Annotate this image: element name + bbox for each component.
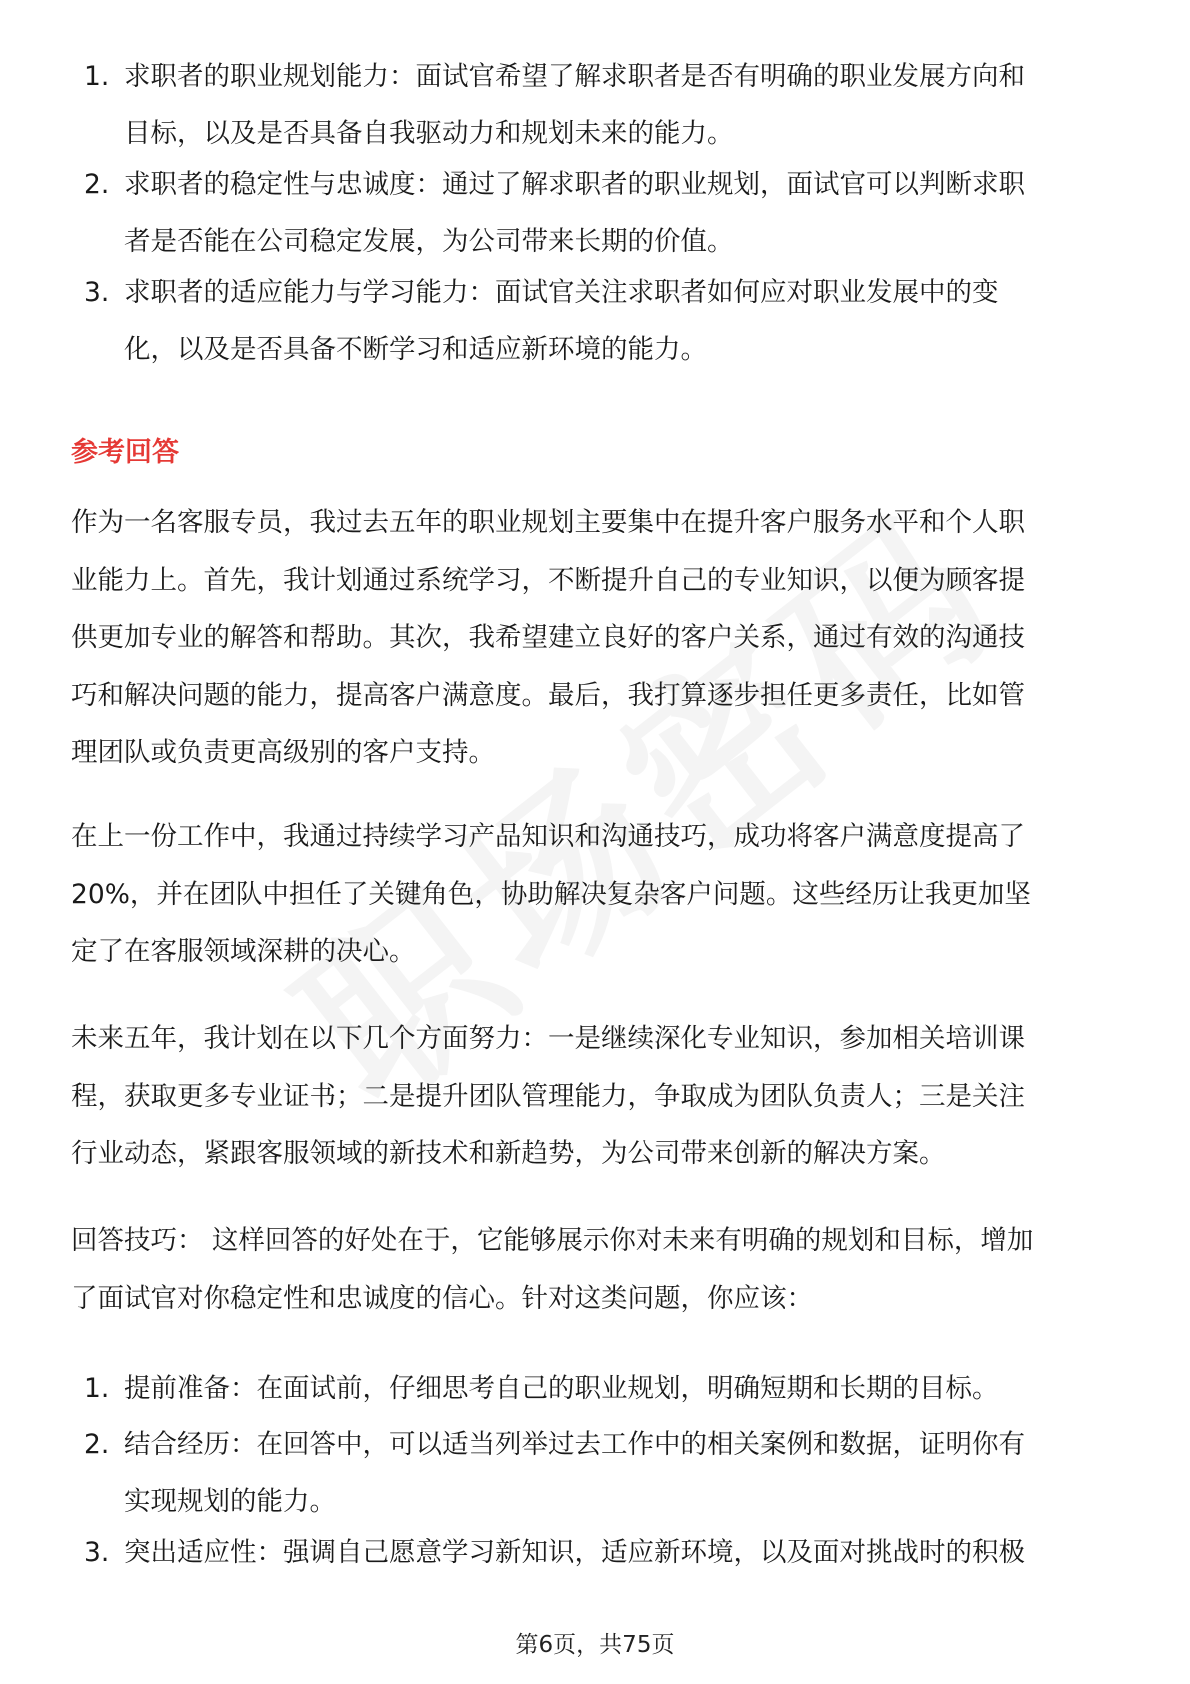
list-number: 3. <box>84 277 110 308</box>
list-text-line: 求职者的职业规划能力：面试官希望了解求职者是否有明确的职业发展方向和 <box>124 61 1025 92</box>
list-text-line: 实现规划的能力。 <box>124 1486 336 1517</box>
list-item <box>0 1524 1190 1581</box>
list-number: 1. <box>84 61 110 92</box>
list-text-line: 结合经历：在回答中，可以适当列举过去工作中的相关案例和数据，证明你有 <box>124 1429 1025 1460</box>
paragraph-line: 行业动态，紧跟客服领域的新技术和新趋势，为公司带来创新的解决方案。 <box>71 1138 946 1169</box>
paragraph-line: 未来五年，我计划在以下几个方面努力：一是继续深化专业知识，参加相关培训课 <box>71 1023 1025 1054</box>
list-text-line: 突出适应性：强调自己愿意学习新知识，适应新环境，以及面对挑战时的积极 <box>124 1537 1025 1568</box>
list-number: 1. <box>84 1373 110 1404</box>
list-number: 2. <box>84 1429 110 1460</box>
paragraph-line: 回答技巧： 这样回答的好处在于，它能够展示你对未来有明确的规划和目标，增加 <box>71 1225 1034 1256</box>
paragraph-line: 程，获取更多专业证书；二是提升团队管理能力，争取成为团队负责人；三是关注 <box>71 1080 1025 1112</box>
list-item <box>0 48 1190 162</box>
list-text-line: 提前准备：在面试前，仔细思考自己的职业规划，明确短期和长期的目标。 <box>124 1373 999 1404</box>
paragraph-line: 定了在客服领域深耕的决心。 <box>71 936 416 967</box>
page-number: 第6页，共75页 <box>515 1632 675 1658</box>
paragraph <box>71 1010 1119 1183</box>
paragraph-line: 业能力上。首先，我计划通过系统学习，不断提升自己的专业知识，以便为顾客提 <box>71 564 1025 596</box>
paragraph-line: 供更加专业的解答和帮助。其次，我希望建立良好的客户关系，通过有效的沟通技 <box>71 622 1025 653</box>
paragraph-line: 巧和解决问题的能力，提高客户满意度。最后，我打算逐步担任更多责任，比如管 <box>71 679 1025 711</box>
list-text-line: 目标，以及是否具备自我驱动力和规划未来的能力。 <box>124 118 734 149</box>
paragraph-line: 在上一份工作中，我通过持续学习产品知识和沟通技巧，成功将客户满意度提高了 <box>71 821 1025 852</box>
list-number: 3. <box>84 1537 110 1568</box>
paragraph <box>71 1212 1119 1327</box>
paragraph-line: 20%，并在团队中担任了关键角色，协助解决复杂客户问题。这些经历让我更加坚 <box>71 878 1031 910</box>
list-item <box>0 156 1190 270</box>
list-number: 2. <box>84 169 110 200</box>
list-item <box>0 1416 1190 1530</box>
list-text-line: 求职者的适应能力与学习能力：面试官关注求职者如何应对职业发展中的变 <box>124 277 999 308</box>
paragraph-line: 了面试官对你稳定性和忠诚度的信心。针对这类问题，你应该： <box>71 1282 813 1314</box>
paragraph-line: 作为一名客服专员，我过去五年的职业规划主要集中在提升客户服务水平和个人职 <box>71 507 1025 538</box>
list-text-line: 化，以及是否具备不断学习和适应新环境的能力。 <box>124 334 707 365</box>
list-item <box>0 1360 1190 1417</box>
list-item <box>0 264 1190 378</box>
paragraph <box>71 494 1119 782</box>
list-text-line: 者是否能在公司稳定发展，为公司带来长期的价值。 <box>124 226 734 257</box>
section-heading: 参考回答 <box>71 437 179 468</box>
paragraph <box>71 808 1119 981</box>
paragraph-line: 理团队或负责更高级别的客户支持。 <box>71 737 495 768</box>
list-text-line: 求职者的稳定性与忠诚度：通过了解求职者的职业规划，面试官可以判断求职 <box>124 169 1025 200</box>
